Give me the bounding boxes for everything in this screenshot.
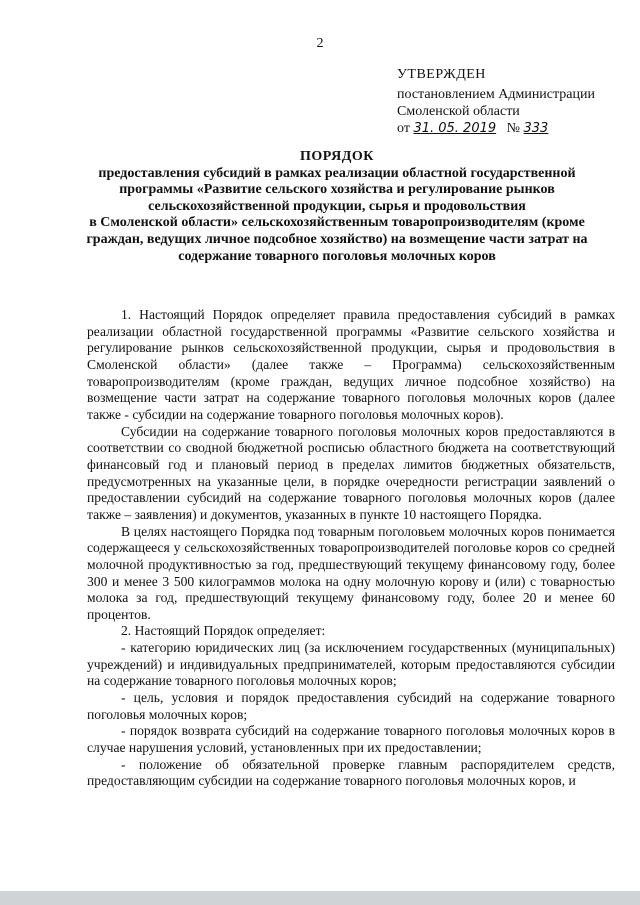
title-heading: ПОРЯДОК	[300, 149, 374, 164]
paragraph: В целях настоящего Порядка под товарным поголовьем молочных коров понимается содержащееся у сельскохозяйственных товаропроизводителей поголовье коров со средней молочной продуктивностью за год, предшествующий текущему финансовому году, более 300 и менее 3 500 килограммов молока на одну молочную корову и (или) с товарностью молока за год, предшествующий текущему финансовому году, более 20 и менее 60 процентов.	[87, 523, 615, 622]
title-line: программы «Развитие сельского хозяйства и регулирование рынков	[119, 182, 555, 198]
title-line: граждан, ведущих личное подсобное хозяйство) на возмещение части затрат на	[86, 231, 588, 247]
handwritten-date: 31. 05. 2019	[413, 121, 497, 136]
document-title	[40, 149, 634, 265]
handwritten-number: 333	[523, 121, 549, 136]
title-line: в Смоленской области» сельскохозяйственным товаропроизводителям (кроме	[89, 215, 585, 231]
paragraph: - категорию юридических лиц (за исключением государственных (муниципальных) учреждений) и индивидуальных предпринимателей, которым предоставляются субсидии на содержание товарного поголовья молочных коров;	[87, 640, 615, 689]
number-prefix: №	[506, 121, 520, 136]
approval-date-line	[397, 120, 637, 137]
paragraph: - порядок возврата субсидий на содержание товарного поголовья молочных коров в случае нарушения условий, установленных при их предоставлении;	[87, 723, 615, 756]
approval-line-2: Смоленской области	[397, 104, 520, 119]
document-body	[87, 307, 615, 790]
approval-heading: УТВЕРЖДЕН	[397, 67, 486, 82]
paragraph: Субсидии на содержание товарного поголовья молочных коров предоставляются в соответствии со сводной бюджетной росписью областного бюджета на соответствующий финансовый год и плановый период в пределах лимитов бюджетных обязательств, предусмотренных на указанные цели, в порядке очередности регистрации заявлений о предоставлении субсидий на содержание товарного поголовья молочных коров (далее также – заявления) и документов, указанных в пункте 10 настоящего Порядка.	[87, 423, 615, 522]
title-line: содержание товарного поголовья молочных коров	[178, 248, 496, 264]
paragraph: 2. Настоящий Порядок определяет:	[121, 623, 326, 639]
scan-bottom-edge	[0, 891, 640, 905]
title-line: сельскохозяйственной продукции, сырья и продовольствия	[148, 198, 526, 214]
page-number: 2	[316, 36, 324, 51]
paragraph: - положение об обязательной проверке главным распорядителем средств, предоставляющим субсидии на содержание товарного поголовья молочных коров, и	[87, 756, 615, 789]
approval-block	[397, 66, 637, 137]
approval-line-1: постановлением Администрации	[397, 87, 595, 102]
title-line: предоставления субсидий в рамках реализации областной государственной	[98, 165, 576, 181]
date-prefix: от	[397, 121, 410, 136]
paragraph: 1. Настоящий Порядок определяет правила предоставления субсидий в рамках реализации областной государственной программы «Развитие сельского хозяйства и регулирование рынков сельскохозяйственной продукции, сырья и продовольствия в Смоленской области» (далее также – Программа) сельскохозяйственным товаропроизводителям (кроме граждан, ведущих личное подсобное хозяйство) на возмещение части затрат на содержание товарного поголовья молочных коров (далее также - субсидии на содержание товарного поголовья молочных коров).	[87, 307, 615, 422]
paragraph: - цель, условия и порядок предоставления субсидий на содержание товарного поголовья молочных коров;	[87, 690, 615, 722]
